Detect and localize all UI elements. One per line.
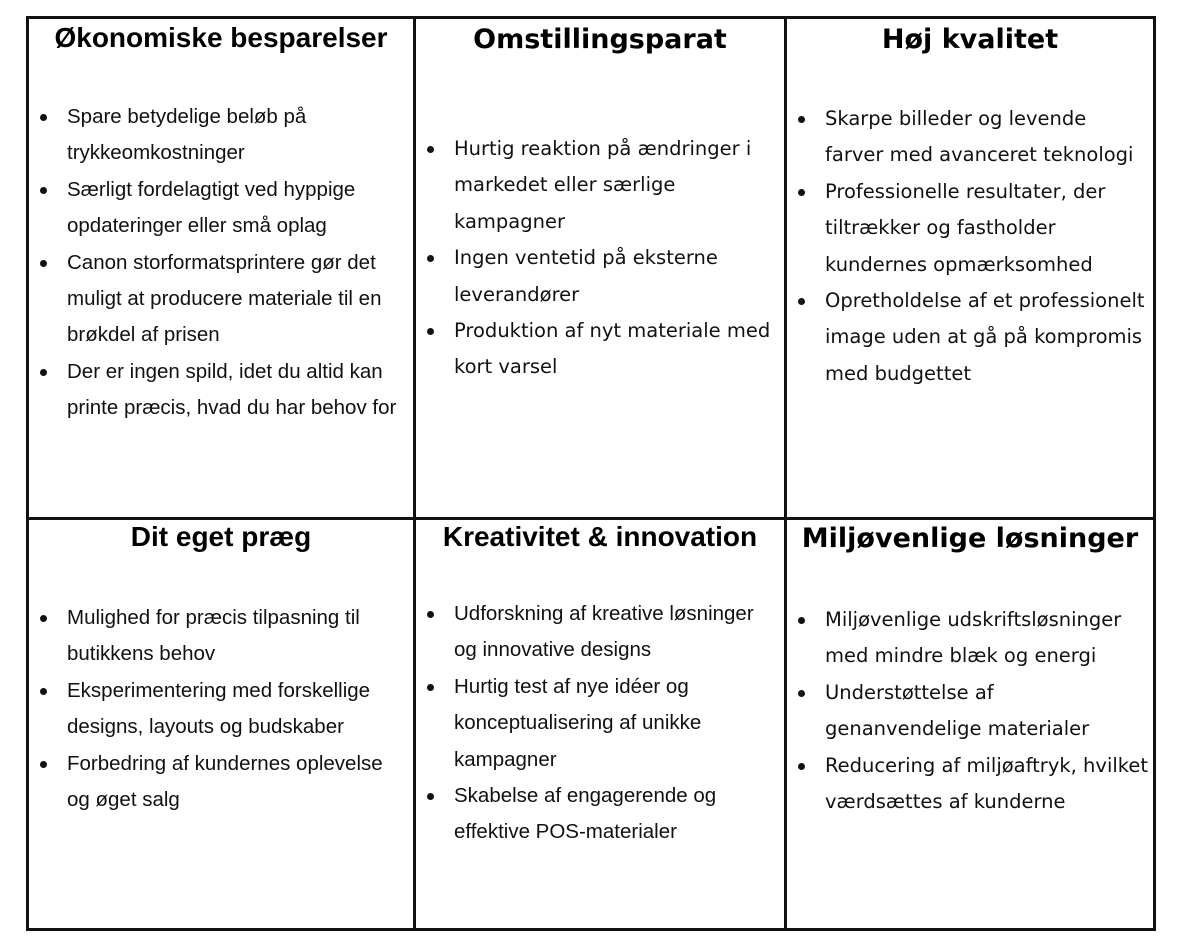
cell-title: Dit eget præg <box>130 521 312 552</box>
cell-title: Økonomiske besparelser <box>54 22 388 53</box>
list-item: Ingen ventetid på eksterne leverandører <box>416 240 780 313</box>
list-item: Skabelse af engagerende og effektive POS-materialer <box>416 778 782 851</box>
list-item: Mulighed for præcis tilpasning til butikkens behov <box>29 600 409 673</box>
bullet-list <box>29 99 399 427</box>
cell-adaptability <box>416 19 784 517</box>
bullet-list <box>29 600 409 818</box>
list-item: Canon storformatsprintere gør det muligt at producere materiale til en brøkdel af prisen <box>29 245 399 354</box>
cell-title: Kreativitet & innovation <box>442 521 758 552</box>
list-item: Produktion af nyt materiale med kort varsel <box>416 313 780 386</box>
cell-title: Høj kvalitet <box>881 24 1059 55</box>
bullet-list <box>416 596 782 851</box>
list-item: Miljøvenlige udskriftsløsninger med mindre blæk og energi <box>787 602 1151 675</box>
list-item: Professionelle resultater, der tiltrækker og fastholder kundernes opmærksomhed <box>787 174 1147 283</box>
list-item: Opretholdelse af et professionelt image uden at gå på kompromis med budgettet <box>787 283 1147 392</box>
list-item: Reducering af miljøaftryk, hvilket værdsættes af kunderne <box>787 748 1151 821</box>
cell-title: Miljøvenlige løsninger <box>801 523 1139 554</box>
cell-title: Omstillingsparat <box>473 24 727 55</box>
bullet-list <box>787 602 1151 820</box>
bullet-list <box>416 131 780 386</box>
list-item: Hurtig test af nye idéer og konceptualisering af unikke kampagner <box>416 669 782 778</box>
cell-eco-friendly <box>787 520 1153 928</box>
list-item: Der er ingen spild, idet du altid kan printe præcis, hvad du har behov for <box>29 354 399 427</box>
cell-creativity-innovation <box>416 520 784 928</box>
cell-economic-savings <box>29 19 413 517</box>
bullet-list <box>787 101 1147 392</box>
benefits-grid <box>26 16 1156 931</box>
list-item: Understøttelse af genanvendelige materialer <box>787 675 1151 748</box>
list-item: Eksperimentering med forskellige designs, layouts og budskaber <box>29 673 409 746</box>
list-item: Forbedring af kundernes oplevelse og øget salg <box>29 746 409 819</box>
cell-own-touch <box>29 520 413 928</box>
list-item: Skarpe billeder og levende farver med avanceret teknologi <box>787 101 1147 174</box>
cell-high-quality <box>787 19 1153 517</box>
list-item: Udforskning af kreative løsninger og innovative designs <box>416 596 782 669</box>
list-item: Spare betydelige beløb på trykkeomkostninger <box>29 99 399 172</box>
list-item: Hurtig reaktion på ændringer i markedet eller særlige kampagner <box>416 131 780 240</box>
list-item: Særligt fordelagtigt ved hyppige opdateringer eller små oplag <box>29 172 399 245</box>
